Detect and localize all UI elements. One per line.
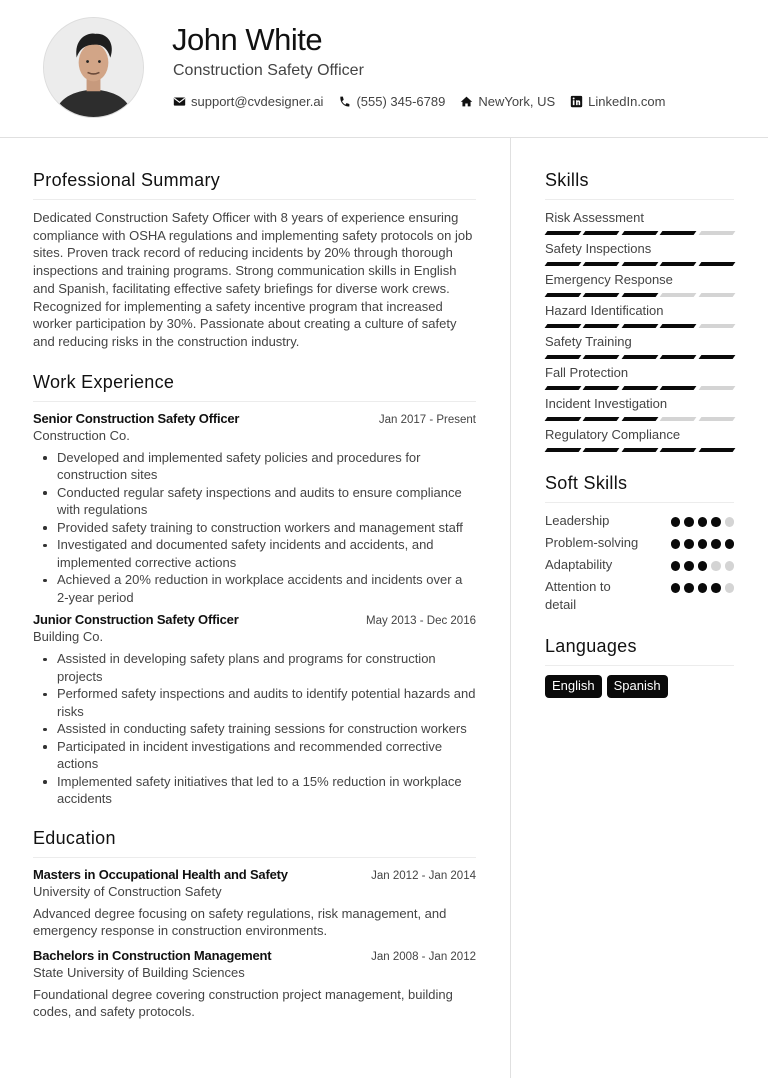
- education-entry: [33, 867, 476, 940]
- skill-level-bar: [545, 324, 734, 328]
- school-name: University of Construction Safety: [33, 883, 222, 899]
- rating-dot-icon: [671, 517, 681, 527]
- skill-item: [545, 209, 734, 235]
- languages-heading: Languages: [545, 636, 734, 666]
- person-portrait-icon: [44, 18, 143, 117]
- skill-level-segment: [621, 417, 658, 421]
- envelope-icon: [173, 95, 186, 108]
- skill-level-segment: [583, 262, 620, 266]
- skill-level-segment: [660, 448, 697, 452]
- skill-level-segment: [545, 448, 582, 452]
- degree-date: Jan 2008 - Jan 2012: [371, 950, 476, 963]
- degree-description: Foundational degree covering construction project management, building codes, and safety protocols.: [33, 986, 453, 1020]
- skill-level-segment: [583, 448, 620, 452]
- phone-icon: [338, 95, 351, 108]
- skill-level-segment: [583, 386, 620, 390]
- skill-level-segment: [698, 231, 735, 235]
- language-tag: English: [545, 675, 602, 698]
- education-heading: Education: [33, 828, 476, 858]
- job-company: Construction Co.: [33, 427, 130, 443]
- skill-level-segment: [660, 293, 697, 297]
- skill-level-segment: [660, 324, 697, 328]
- contact-linkedin-text: LinkedIn.com: [588, 94, 666, 109]
- bullet-item: Conducted regular safety inspections and audits to ensure compliance with regulations: [33, 484, 476, 519]
- profile-photo: [43, 17, 144, 118]
- rating-dot-icon: [671, 583, 681, 593]
- education-entry: [33, 948, 476, 1021]
- skill-level-bar: [545, 231, 734, 235]
- soft-skills-heading: Soft Skills: [545, 473, 734, 503]
- skill-item: [545, 333, 734, 359]
- skill-level-segment: [698, 355, 735, 359]
- rating-dot-icon: [725, 517, 735, 527]
- candidate-name: John White: [172, 22, 323, 57]
- skill-label: Safety Training: [545, 334, 632, 349]
- contact-list: [173, 94, 681, 109]
- soft-skill-rating: [671, 512, 735, 527]
- contact-linkedin[interactable]: [570, 94, 665, 109]
- soft-skills-list: [545, 512, 734, 614]
- contact-phone-text: (555) 345-6789: [356, 94, 446, 109]
- rating-dot-icon: [711, 539, 721, 549]
- skill-level-bar: [545, 417, 734, 421]
- skill-level-segment: [583, 324, 620, 328]
- languages-section: [545, 636, 734, 698]
- skill-level-segment: [698, 417, 735, 421]
- skill-level-segment: [698, 293, 735, 297]
- soft-skill-rating: [671, 556, 735, 571]
- contact-location-text: NewYork, US: [478, 94, 556, 109]
- job-entry: [33, 411, 476, 607]
- skill-level-segment: [545, 231, 582, 235]
- summary-section: [33, 170, 476, 351]
- bullet-item: Assisted in conducting safety training sessions for construction workers: [33, 720, 476, 738]
- skill-level-segment: [621, 448, 658, 452]
- skill-level-bar: [545, 448, 734, 452]
- rating-dot-icon: [684, 539, 694, 549]
- candidate-title: Construction Safety Officer: [173, 62, 364, 79]
- skill-item: [545, 302, 734, 328]
- rating-dot-icon: [698, 517, 708, 527]
- contact-phone[interactable]: [338, 94, 445, 109]
- experience-section: [33, 372, 476, 808]
- skills-list: [545, 209, 734, 452]
- rating-dot-icon: [684, 583, 694, 593]
- soft-skill-item: [545, 556, 734, 574]
- soft-skill-item: [545, 512, 734, 530]
- rating-dot-icon: [725, 583, 735, 593]
- degree-date: Jan 2012 - Jan 2014: [371, 869, 476, 882]
- rating-dot-icon: [725, 561, 735, 571]
- degree-title: Masters in Occupational Health and Safety: [33, 866, 288, 882]
- job-date: May 2013 - Dec 2016: [366, 615, 476, 628]
- rating-dot-icon: [698, 539, 708, 549]
- rating-dot-icon: [725, 539, 735, 549]
- rating-dot-icon: [684, 517, 694, 527]
- job-bullets: [33, 449, 476, 607]
- skill-level-segment: [621, 386, 658, 390]
- soft-skill-item: [545, 534, 734, 552]
- skill-level-bar: [545, 386, 734, 390]
- skill-level-segment: [545, 355, 582, 359]
- column-divider: [510, 138, 511, 1078]
- skill-item: [545, 240, 734, 266]
- bullet-item: Implemented safety initiatives that led to a 15% reduction in workplace accidents: [33, 773, 476, 808]
- skill-level-segment: [583, 355, 620, 359]
- soft-skill-item: [545, 578, 734, 614]
- skill-label: Fall Protection: [545, 365, 629, 380]
- bullet-item: Developed and implemented safety policies and procedures for construction sites: [33, 449, 476, 484]
- skill-level-segment: [660, 231, 697, 235]
- job-entry: [33, 612, 476, 808]
- soft-skill-label: Problem-solving: [545, 535, 639, 550]
- skill-level-segment: [698, 448, 735, 452]
- skill-level-bar: [545, 293, 734, 297]
- skill-level-segment: [545, 293, 582, 297]
- skill-label: Hazard Identification: [545, 303, 664, 318]
- rating-dot-icon: [671, 561, 681, 571]
- rating-dot-icon: [684, 561, 694, 571]
- contact-location: [460, 94, 555, 109]
- skill-level-segment: [621, 324, 658, 328]
- summary-text: Dedicated Construction Safety Officer with 8 years of experience ensuring compliance with OSHA regulations and implementing safety protocols on job sites. Proven track record of reducing incidents by 20% through thorough inspections and training programs. Strong communication skills in English and Spanish, facilitating effective safety briefings for diverse work crews. Recognized for implementing a safety incentive program that increased worker participation by 30%. Passionate about creating a culture of safety and reducing risks in the construction industry.: [33, 210, 473, 349]
- skill-level-bar: [545, 262, 734, 266]
- skill-level-segment: [621, 262, 658, 266]
- home-icon: [460, 95, 473, 108]
- skill-level-segment: [698, 262, 735, 266]
- resume-header: [0, 0, 768, 138]
- bullet-item: Performed safety inspections and audits to identify potential hazards and risks: [33, 685, 476, 720]
- skill-level-segment: [545, 417, 582, 421]
- school-name: State University of Building Sciences: [33, 964, 245, 980]
- contact-email-text: support@cvdesigner.ai: [191, 94, 324, 109]
- skill-level-segment: [545, 324, 582, 328]
- soft-skill-label: Adaptability: [545, 557, 613, 572]
- rating-dot-icon: [711, 517, 721, 527]
- language-tags: [545, 675, 734, 698]
- bullet-item: Investigated and documented safety incidents and accidents, and implemented corrective actions: [33, 536, 476, 571]
- rating-dot-icon: [671, 539, 681, 549]
- rating-dot-icon: [711, 561, 721, 571]
- skill-level-segment: [660, 386, 697, 390]
- skills-section: [545, 170, 734, 452]
- rating-dot-icon: [698, 561, 708, 571]
- skill-level-segment: [621, 231, 658, 235]
- skill-label: Regulatory Compliance: [545, 427, 681, 442]
- job-title: Junior Construction Safety Officer: [33, 612, 239, 628]
- skill-level-segment: [660, 417, 697, 421]
- main-column: [33, 170, 476, 1029]
- experience-heading: Work Experience: [33, 372, 476, 402]
- language-tag: Spanish: [607, 675, 668, 698]
- bullet-item: Achieved a 20% reduction in workplace accidents and incidents over a 2-year period: [33, 571, 476, 606]
- skill-label: Risk Assessment: [545, 210, 644, 225]
- bullet-item: Participated in incident investigations and recommended corrective actions: [33, 738, 476, 773]
- skill-item: [545, 271, 734, 297]
- job-bullets: [33, 650, 476, 808]
- skill-level-segment: [583, 231, 620, 235]
- contact-email[interactable]: [173, 94, 323, 109]
- skill-item: [545, 364, 734, 390]
- sidebar-column: [545, 170, 734, 698]
- skill-level-segment: [698, 324, 735, 328]
- education-section: [33, 828, 476, 1021]
- bullet-item: Provided safety training to construction workers and management staff: [33, 519, 476, 537]
- soft-skill-rating: [671, 534, 735, 549]
- skill-level-segment: [545, 386, 582, 390]
- degree-description: Advanced degree focusing on safety regulations, risk management, and emergency response in construction environments.: [33, 905, 447, 939]
- linkedin-icon: [570, 95, 583, 108]
- summary-heading: Professional Summary: [33, 170, 476, 200]
- degree-title: Bachelors in Construction Management: [33, 947, 272, 963]
- soft-skill-rating: [671, 578, 735, 593]
- skill-level-segment: [698, 386, 735, 390]
- skill-item: [545, 395, 734, 421]
- skill-label: Emergency Response: [545, 272, 673, 287]
- soft-skill-label: Leadership: [545, 513, 610, 528]
- skill-level-segment: [545, 262, 582, 266]
- job-date: Jan 2017 - Present: [378, 413, 476, 426]
- skill-label: Incident Investigation: [545, 396, 668, 411]
- skill-level-segment: [583, 417, 620, 421]
- rating-dot-icon: [698, 583, 708, 593]
- skill-item: [545, 426, 734, 452]
- job-title: Senior Construction Safety Officer: [33, 410, 240, 426]
- skill-level-segment: [660, 355, 697, 359]
- skills-heading: Skills: [545, 170, 734, 200]
- skill-level-segment: [621, 293, 658, 297]
- skill-label: Safety Inspections: [545, 241, 652, 256]
- bullet-item: Assisted in developing safety plans and programs for construction projects: [33, 650, 476, 685]
- soft-skills-section: [545, 473, 734, 614]
- skill-level-segment: [660, 262, 697, 266]
- soft-skill-label: Attention to detail: [545, 579, 611, 612]
- skill-level-segment: [583, 293, 620, 297]
- job-company: Building Co.: [33, 629, 104, 645]
- rating-dot-icon: [711, 583, 721, 593]
- skill-level-segment: [621, 355, 658, 359]
- skill-level-bar: [545, 355, 734, 359]
